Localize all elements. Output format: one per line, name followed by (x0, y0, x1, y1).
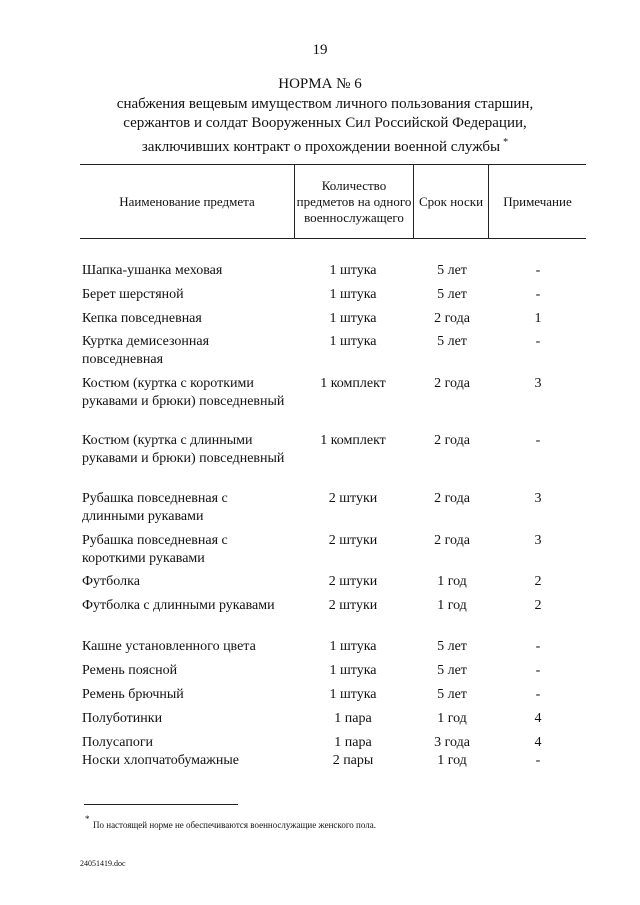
item-note: - (535, 687, 541, 702)
item-term: 5 лет (437, 639, 467, 654)
item-name: Кашне установленного цвета (82, 639, 256, 654)
item-quantity: 1 штука (329, 287, 377, 302)
header-note: Примечание (503, 193, 572, 209)
item-term: 1 год (437, 574, 467, 589)
item-note: - (535, 639, 541, 654)
item-name: Носки хлопчатобумажные (82, 753, 239, 768)
item-quantity: 1 комплект (320, 433, 386, 448)
item-name: Кепка повседневная (82, 311, 202, 326)
item-quantity: 1 штука (329, 687, 377, 702)
item-name: Шапка-ушанка меховая (82, 263, 223, 278)
item-name: Берет шерстяной (82, 287, 184, 302)
subtitle-footnote-mark: * (503, 137, 509, 148)
item-quantity: 2 штуки (328, 574, 378, 589)
item-quantity: 1 штука (329, 263, 377, 278)
item-name: Рубашка повседневная с длинными рукавами (82, 491, 228, 524)
item-quantity: 2 штуки (328, 491, 378, 506)
item-name: Полуботинки (82, 711, 163, 726)
item-name: Футболка (82, 574, 140, 589)
item-quantity: 2 штуки (328, 533, 378, 548)
item-term: 5 лет (437, 287, 467, 302)
footnote-mark: * (85, 814, 90, 824)
table-header (80, 164, 586, 239)
item-name: Ремень брючный (82, 687, 184, 702)
item-note: 3 (534, 533, 542, 548)
item-note: 3 (534, 491, 542, 506)
item-note: - (535, 334, 541, 349)
item-quantity: 1 штука (329, 311, 377, 326)
header-term: Срок носки (418, 193, 484, 209)
item-name: Рубашка повседневная с короткими рукавами (82, 533, 228, 566)
item-term: 5 лет (437, 663, 467, 678)
item-note: - (535, 287, 541, 302)
item-note: 4 (534, 735, 542, 750)
item-note: 2 (534, 598, 542, 613)
page-subtitle (95, 95, 555, 157)
item-term: 2 года (434, 311, 470, 326)
item-note: 4 (534, 711, 542, 726)
item-note: - (535, 433, 541, 448)
item-note: - (535, 753, 541, 768)
subtitle-text: снабжения вещевым имуществом личного пользования старшин, сержантов и солдат Вооруженных Сил Российской Федерации, заключивших контракт о прохождении военной службы (116, 96, 534, 155)
item-quantity: 1 пара (334, 735, 372, 750)
page-title: НОРМА № 6 (278, 76, 362, 92)
item-term: 1 год (437, 711, 467, 726)
item-term: 2 года (434, 491, 470, 506)
item-name: Ремень поясной (82, 663, 178, 678)
item-term: 2 года (434, 533, 470, 548)
item-note: 3 (534, 376, 542, 391)
header-name: Наименование предмета (119, 193, 255, 209)
item-quantity: 2 пары (332, 753, 374, 768)
item-term: 1 год (437, 753, 467, 768)
item-term: 2 года (434, 376, 470, 391)
item-quantity: 1 штука (329, 639, 377, 654)
item-note: 2 (534, 574, 542, 589)
header-qty: Количество предметов на одного военнослужащего (296, 177, 412, 225)
item-name: Костюм (куртка с короткими рукавами и брюки) повседневный (82, 376, 285, 409)
item-note: - (535, 663, 541, 678)
item-name: Костюм (куртка с длинными рукавами и брюки) повседневный (82, 433, 285, 466)
item-term: 1 год (437, 598, 467, 613)
item-note: - (535, 263, 541, 278)
item-term: 3 года (434, 735, 470, 750)
item-term: 5 лет (437, 334, 467, 349)
item-note: 1 (534, 311, 542, 326)
item-term: 5 лет (437, 687, 467, 702)
item-quantity: 1 комплект (320, 376, 386, 391)
footnote-divider (84, 804, 238, 805)
item-quantity: 1 штука (329, 334, 377, 349)
item-term: 2 года (434, 433, 470, 448)
item-term: 5 лет (437, 263, 467, 278)
page-number: 19 (312, 42, 328, 58)
item-quantity: 1 штука (329, 663, 377, 678)
item-name: Полусапоги (82, 735, 154, 750)
footnote-text: По настоящей норме не обеспечиваются военнослужащие женского пола. (93, 820, 376, 830)
item-name: Куртка демисезонная повседневная (82, 334, 210, 367)
item-quantity: 1 пара (334, 711, 372, 726)
item-quantity: 2 штуки (328, 598, 378, 613)
document-id: 24051419.doc (80, 859, 126, 868)
item-name: Футболка с длинными рукавами (82, 598, 275, 613)
